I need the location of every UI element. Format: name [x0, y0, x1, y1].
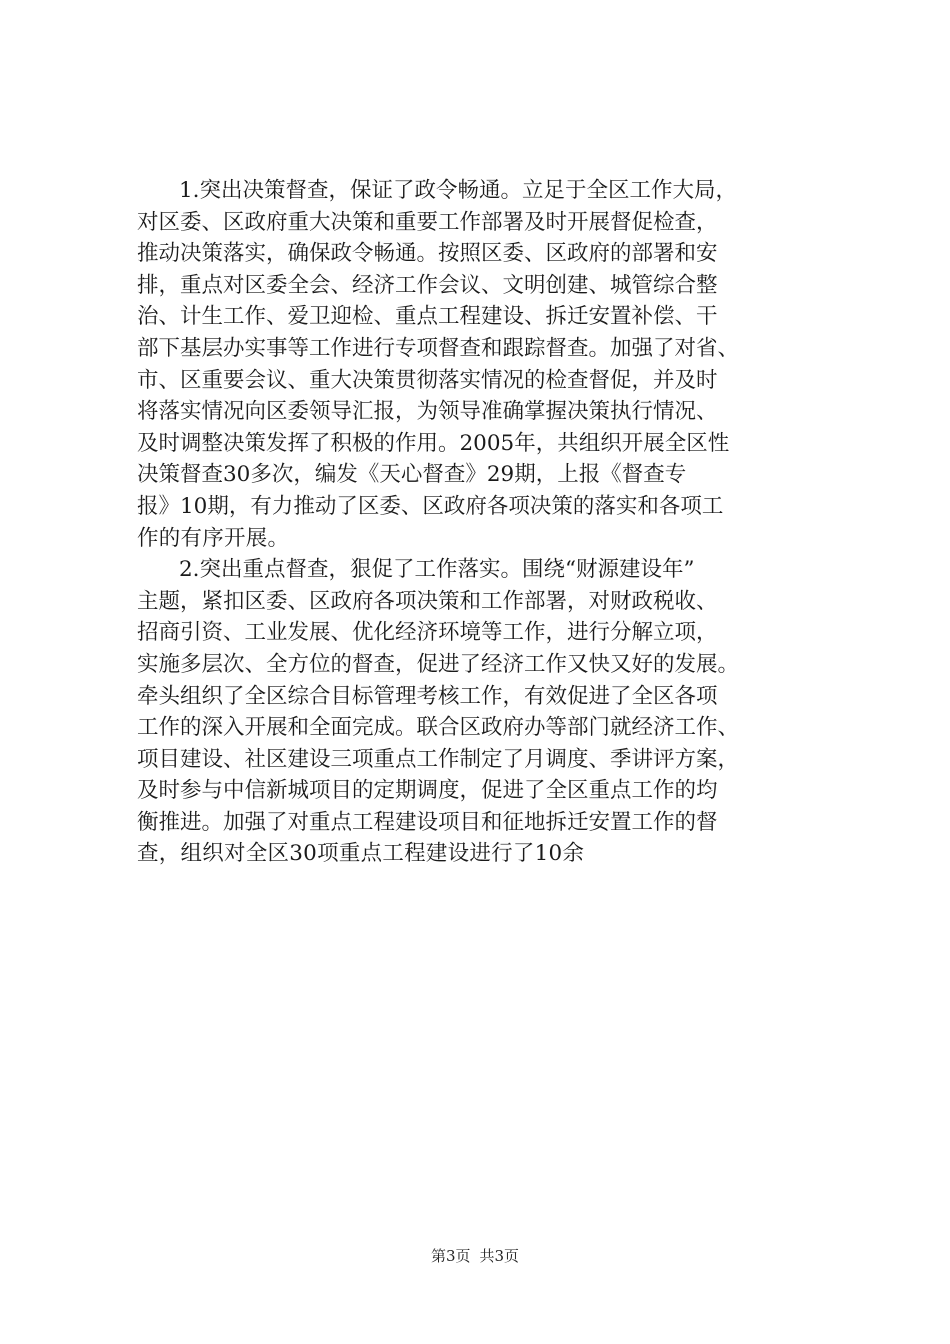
- text-line: 查，组织对全区30项重点工程建设进行了10余: [137, 841, 585, 867]
- text-line: 报》10期，有力推动了区委、区政府各项决策的落实和各项工: [137, 493, 724, 519]
- text-line: 主题，紧扣区委、区政府各项决策和工作部署，对财政税收、: [137, 588, 718, 614]
- text-line: 项目建设、社区建设三项重点工作制定了月调度、季讲评方案，: [137, 746, 740, 772]
- text-line: 部下基层办实事等工作进行专项督查和跟踪督查。加强了对省、: [137, 335, 740, 361]
- text-line: 排，重点对区委全会、经济工作会议、文明创建、城管综合整: [137, 272, 718, 298]
- text-line: 工作的深入开展和全面完成。联合区政府办等部门就经济工作、: [137, 715, 740, 741]
- text-line: 治、计生工作、爱卫迎检、重点工程建设、拆迁安置补偿、干: [137, 304, 718, 330]
- text-line: 2.突出重点督查，狠促了工作落实。围绕“财源建设年”: [179, 557, 695, 583]
- text-line: 决策督查30多次，编发《天心督查》29期，上报《督查专: [137, 462, 687, 488]
- text-line: 对区委、区政府重大决策和重要工作部署及时开展督促检查，: [137, 209, 718, 235]
- text-line: 牵头组织了全区综合目标管理考核工作，有效促进了全区各项: [137, 683, 718, 709]
- text-line: 市、区重要会议、重大决策贯彻落实情况的检查督促，并及时: [137, 367, 718, 393]
- text-line: 招商引资、工业发展、优化经济环境等工作，进行分解立项，: [137, 620, 718, 646]
- text-line: 及时参与中信新城项目的定期调度，促进了全区重点工作的均: [137, 778, 718, 804]
- page-footer: [0, 1246, 950, 1266]
- text-line: 1.突出决策督查，保证了政令畅通。立足于全区工作大局，: [179, 178, 738, 203]
- text-line: 推动决策落实，确保政令畅通。按照区委、区政府的部署和安: [137, 241, 718, 267]
- page-number: 第3页: [430, 1247, 471, 1265]
- page-total: 共3页: [479, 1247, 520, 1265]
- text-line: 将落实情况向区委领导汇报，为领导准确掌握决策执行情况、: [137, 399, 718, 425]
- text-line: 及时调整决策发挥了积极的作用。2005年，共组织开展全区性: [137, 430, 730, 456]
- text-line: 作的有序开展。: [137, 525, 290, 551]
- text-line: 实施多层次、全方位的督查，促进了经济工作又快又好的发展。: [137, 651, 740, 677]
- body-text: [137, 175, 827, 870]
- text-line: 衡推进。加强了对重点工程建设项目和征地拆迁安置工作的督: [137, 809, 718, 835]
